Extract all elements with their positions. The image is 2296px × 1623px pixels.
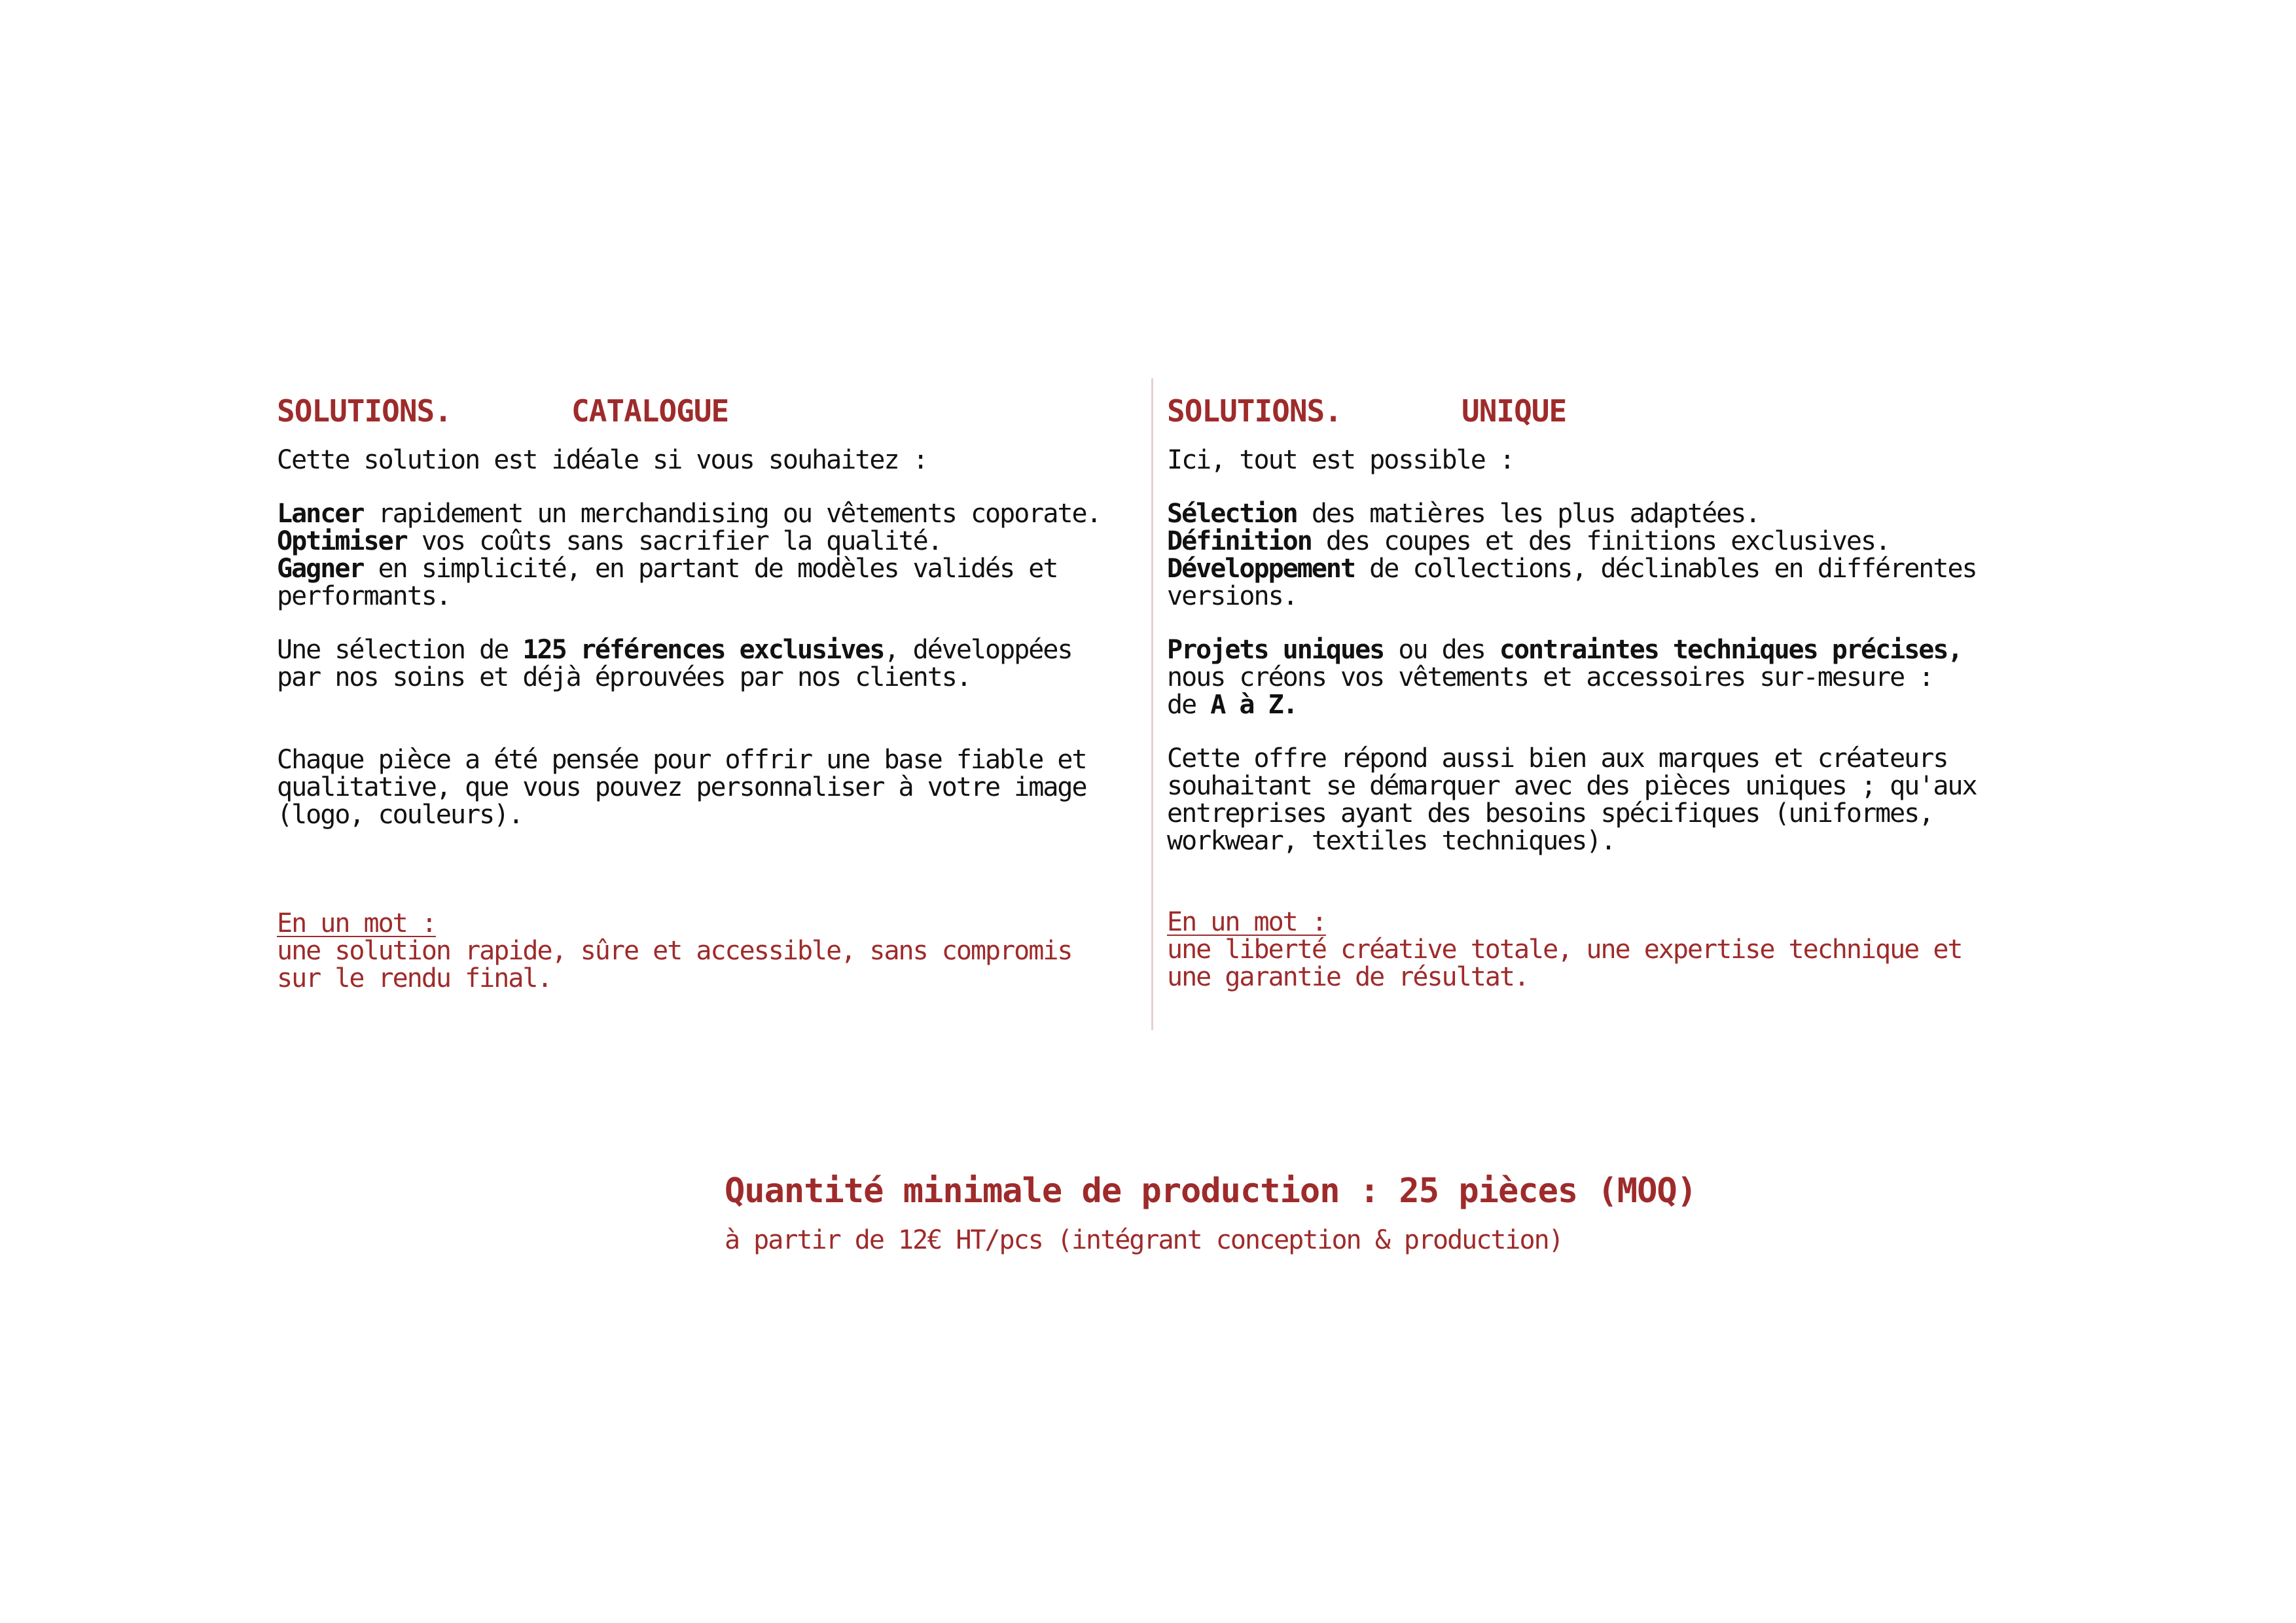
unique-conclusion-line: une garantie de résultat. [1167,962,1529,992]
unique-conclusion-line: une liberté créative totale, une expertise technique et [1167,935,1962,965]
moq-title: Quantité minimale de production : 25 pièces (MOQ) [725,1171,1697,1211]
catalogue-selection: Une sélection de 125 références exclusives, développées [277,635,1072,665]
catalogue-column [277,393,1141,992]
unique-projects: Projets uniques ou des contraintes techniques précises, [1167,635,1962,665]
unique-projects-line2: nous créons vos vêtements et accessoires sur-mesure : [1167,662,1933,692]
column-divider [1151,378,1153,1030]
unique-conclusion-label: En un mot : [1167,907,1326,937]
unique-paragraph-line: workwear, textiles techniques). [1167,826,1615,856]
unique-item: Développement de collections, déclinables en différentes [1167,554,1977,584]
heading-solutions-label: SOLUTIONS. [1167,393,1342,429]
unique-column [1167,393,2096,991]
unique-item: Définition des coupes et des finitions exclusives. [1167,526,1890,556]
unique-item: Sélection des matières les plus adaptées. [1167,499,1760,529]
unique-projects-line3: de A à Z. [1167,690,1297,720]
unique-intro: Ici, tout est possible : [1167,445,1514,475]
catalogue-conclusion-line: une solution rapide, sûre et accessible, sans compromis [277,936,1072,966]
catalogue-selection-line2: par nos soins et déjà éprouvées par nos clients. [277,662,971,692]
unique-item-continued: versions. [1167,581,1297,611]
catalogue-paragraph-line: (logo, couleurs). [277,800,523,830]
heading-unique-label: UNIQUE [1462,393,1567,429]
heading-catalogue-label: CATALOGUE [571,393,729,429]
catalogue-item: Gagner en simplicité, en partant de modèles validés et [277,554,1058,584]
catalogue-intro: Cette solution est idéale si vous souhaitez : [277,445,927,475]
unique-paragraph-line: Cette offre répond aussi bien aux marques et créateurs [1167,743,1948,774]
heading-solutions-label: SOLUTIONS. [277,393,452,429]
catalogue-conclusion-line: sur le rendu final. [277,963,552,993]
moq-price: à partir de 12€ HT/pcs (intégrant conception & production) [725,1225,1563,1255]
unique-paragraph-line: entreprises ayant des besoins spécifiques (uniformes, [1167,798,1933,829]
catalogue-item: Optimiser vos coûts sans sacrifier la qualité. [277,526,942,556]
unique-paragraph-line: souhaitant se démarquer avec des pièces uniques ; qu'aux [1167,771,1977,801]
catalogue-item: Lancer rapidement un merchandising ou vêtements coporate. [277,499,1101,529]
catalogue-paragraph-line: Chaque pièce a été pensée pour offrir une base fiable et [277,745,1086,775]
catalogue-paragraph-line: qualitative, que vous pouvez personnaliser à votre image [277,772,1086,802]
unique-heading [1167,393,2096,429]
catalogue-item-continued: performants. [277,581,450,611]
catalogue-heading [277,393,1141,429]
catalogue-conclusion-label: En un mot : [277,908,436,938]
